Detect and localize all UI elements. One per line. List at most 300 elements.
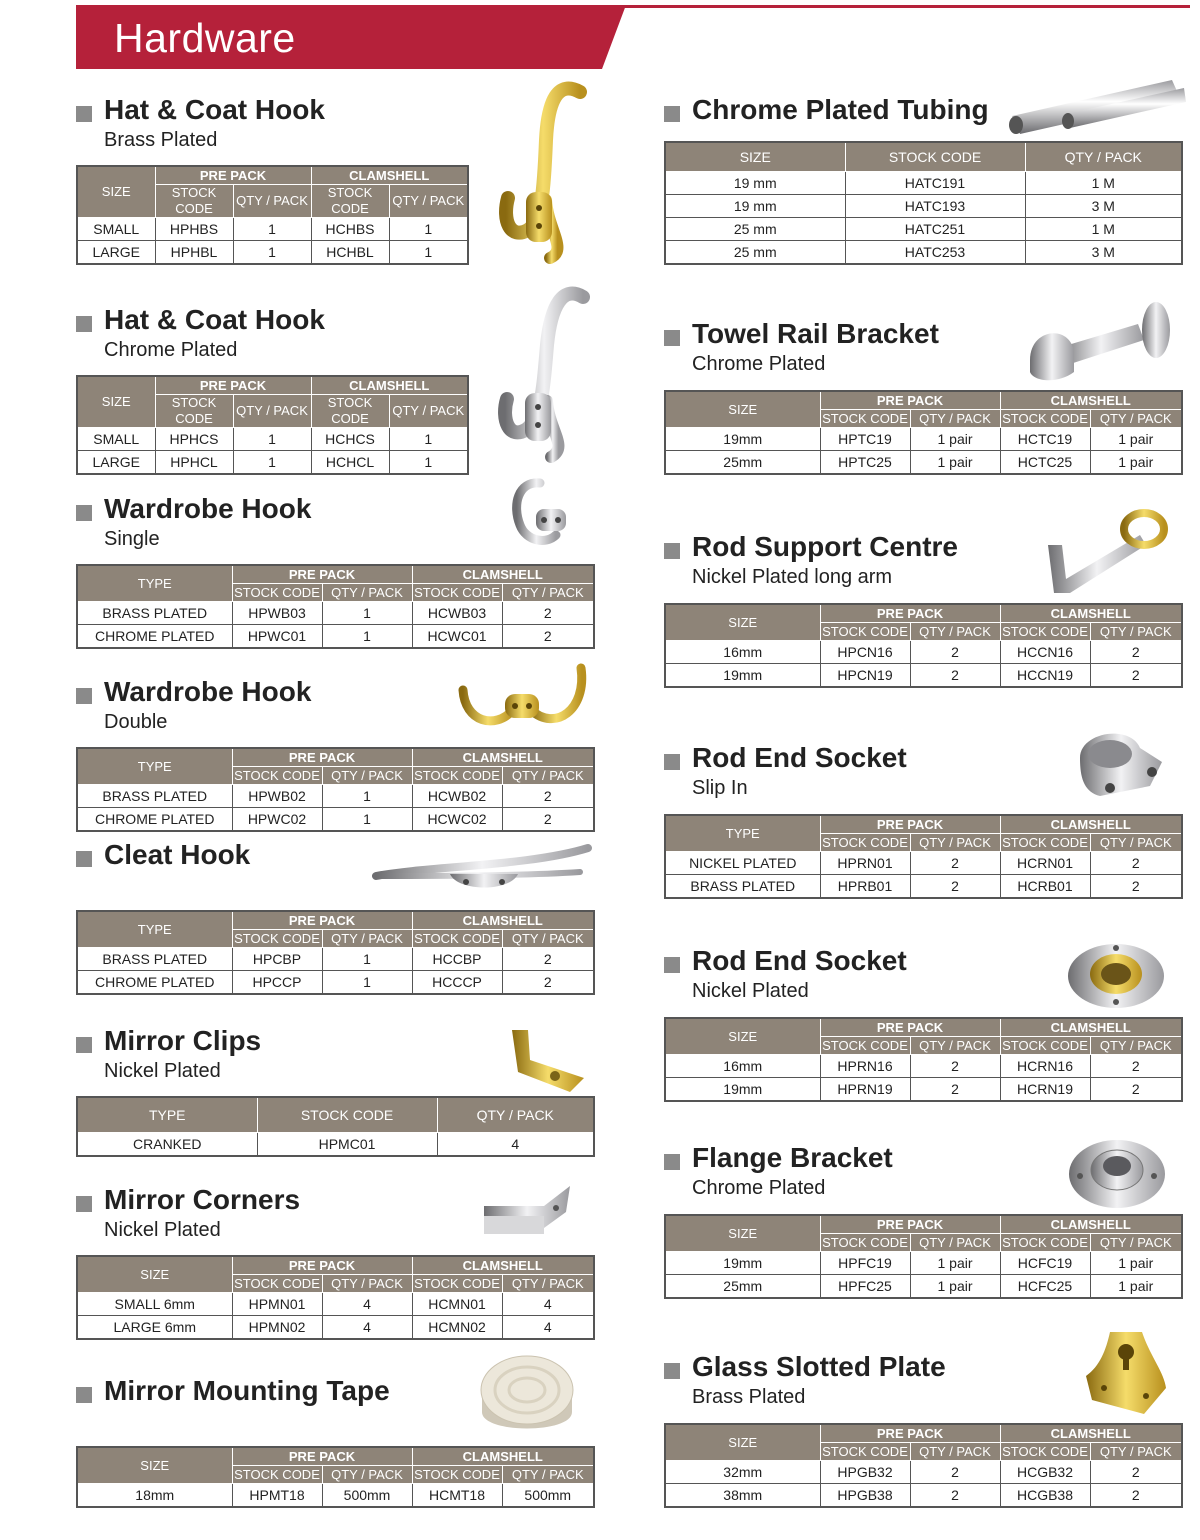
cell-stock-code: HCWC01 (412, 625, 502, 649)
cell-qty: 2 (1090, 664, 1182, 688)
cell-qty: 1 (233, 241, 311, 265)
col-header-stock-code: STOCK CODE (155, 185, 233, 218)
cell-stock-code: HPFC19 (820, 1252, 910, 1275)
col-header-qty-pack: QTY / PACK (1090, 1037, 1182, 1055)
section-title: Towel Rail Bracket (692, 318, 939, 349)
bullet-square (664, 106, 680, 122)
page-banner (76, 5, 626, 69)
col-header-qty-pack: QTY / PACK (322, 1275, 412, 1293)
cell-size: 32mm (665, 1461, 820, 1484)
col-header-stock-code: STOCK CODE (820, 834, 910, 852)
col-header-stock-code: STOCK CODE (232, 930, 322, 948)
cell-qty: 4 (502, 1293, 594, 1316)
col-group-clamshell: CLAMSHELL (1000, 1424, 1182, 1443)
cell-qty: 2 (910, 1484, 1000, 1508)
col-group-clamshell: CLAMSHELL (1000, 604, 1182, 623)
bullet-square (664, 957, 680, 973)
section-subtitle: Slip In (692, 777, 748, 799)
col-header-qty-pack: QTY / PACK (233, 395, 311, 428)
cell-size: 19mm (665, 1252, 820, 1275)
bullet-square (76, 688, 92, 704)
cell-qty: 1 pair (910, 428, 1000, 451)
bullet-square (76, 505, 92, 521)
table-row (665, 852, 1182, 875)
col-header-stock-code: STOCK CODE (1000, 834, 1090, 852)
cell-stock-code: HCMN01 (412, 1293, 502, 1316)
col-header-size: SIZE (665, 142, 845, 172)
cell-stock-code: HATC253 (845, 241, 1025, 265)
col-group-pre-pack: PRE PACK (232, 565, 412, 584)
cell-stock-code: HCCN16 (1000, 641, 1090, 664)
product-table-cleat-hook (76, 910, 595, 995)
col-header-stock-code: STOCK CODE (232, 584, 322, 602)
cell-stock-code: HPMT18 (232, 1484, 322, 1508)
cell-stock-code: HCRN19 (1000, 1078, 1090, 1102)
col-group-pre-pack: PRE PACK (820, 1424, 1000, 1443)
product-table-rod-end-slip (664, 814, 1183, 899)
col-header-stock-code: STOCK CODE (1000, 623, 1090, 641)
col-header-stock-code: STOCK CODE (820, 410, 910, 428)
section-title: Mirror Clips (104, 1025, 262, 1056)
cell-stock-code: HPMN02 (232, 1316, 322, 1340)
cell-qty: 1 pair (1090, 1252, 1182, 1275)
col-header-stock-code: STOCK CODE (155, 395, 233, 428)
cell-qty: 2 (502, 785, 594, 808)
bullet-square (76, 106, 92, 122)
cell-qty: 1 pair (910, 451, 1000, 475)
cell-type: CHROME PLATED (77, 971, 232, 995)
col-header-size: SIZE (665, 1018, 820, 1055)
bullet-square (664, 1154, 680, 1170)
cell-qty: 500mm (322, 1484, 412, 1508)
col-header-stock-code: STOCK CODE (820, 1037, 910, 1055)
bullet-square (76, 851, 92, 867)
col-group-pre-pack: PRE PACK (155, 376, 311, 395)
col-header-qty-pack: QTY / PACK (1090, 834, 1182, 852)
table-row (77, 241, 468, 265)
cleat-hook-image (370, 840, 595, 900)
section-subtitle: Chrome Plated (104, 339, 238, 361)
col-header-qty-pack: QTY / PACK (910, 1037, 1000, 1055)
chrome-coat-hook-image (485, 285, 595, 465)
bullet-square (76, 1387, 92, 1403)
cell-qty: 1 (322, 602, 412, 625)
section-title: Rod End Socket (692, 742, 907, 773)
table-row (665, 1484, 1182, 1508)
bullet-square (76, 1037, 92, 1053)
product-table-rod-support (664, 603, 1183, 688)
table-row (665, 641, 1182, 664)
col-header-stock-code: STOCK CODE (257, 1097, 437, 1133)
cell-stock-code: HATC191 (845, 172, 1025, 195)
cell-stock-code: HPRB01 (820, 875, 910, 899)
col-header-qty-pack: QTY / PACK (910, 1443, 1000, 1461)
cell-stock-code: HPHCL (155, 451, 233, 475)
cell-stock-code: HCFC19 (1000, 1252, 1090, 1275)
col-header-stock-code: STOCK CODE (412, 767, 502, 785)
cell-qty: 2 (910, 852, 1000, 875)
cell-stock-code: HCCBP (412, 948, 502, 971)
page-title: Hardware (114, 15, 296, 61)
flange-bracket-image (1064, 1132, 1170, 1212)
col-group-pre-pack: PRE PACK (155, 166, 311, 185)
cell-qty: 3 M (1025, 195, 1182, 218)
cell-qty: 1 (322, 971, 412, 995)
cell-type: CRANKED (77, 1133, 257, 1157)
table-row (77, 1133, 594, 1157)
table-row (665, 664, 1182, 688)
cell-stock-code: HATC251 (845, 218, 1025, 241)
cell-qty: 2 (910, 1078, 1000, 1102)
col-header-qty-pack: QTY / PACK (389, 395, 468, 428)
section-title: Rod End Socket (692, 945, 907, 976)
cell-size: 16mm (665, 641, 820, 664)
section-title: Mirror Mounting Tape (104, 1375, 390, 1406)
table-row (77, 218, 468, 241)
table-row (665, 1461, 1182, 1484)
cell-qty: 2 (1090, 875, 1182, 899)
col-header-qty-pack: QTY / PACK (910, 623, 1000, 641)
col-header-stock-code: STOCK CODE (412, 1275, 502, 1293)
cell-qty: 1 (389, 451, 468, 475)
table-row (665, 241, 1182, 265)
bullet-square (664, 330, 680, 346)
table-row (665, 172, 1182, 195)
table-row (665, 428, 1182, 451)
cell-qty: 1 pair (1090, 428, 1182, 451)
cell-size: 19mm (665, 428, 820, 451)
cell-stock-code: HCTC25 (1000, 451, 1090, 475)
col-header-qty-pack: QTY / PACK (910, 834, 1000, 852)
col-group-clamshell: CLAMSHELL (311, 166, 468, 185)
table-row (665, 451, 1182, 475)
cell-stock-code: HCGB38 (1000, 1484, 1090, 1508)
cell-stock-code: HPTC25 (820, 451, 910, 475)
col-header-stock-code: STOCK CODE (820, 1443, 910, 1461)
cell-stock-code: HPHBS (155, 218, 233, 241)
cell-stock-code: HPMN01 (232, 1293, 322, 1316)
table-row (665, 875, 1182, 899)
table-row (77, 1484, 594, 1508)
bullet-square (664, 1363, 680, 1379)
section-title: Hat & Coat Hook (104, 304, 325, 335)
cell-stock-code: HPFC25 (820, 1275, 910, 1299)
cell-stock-code: HCRB01 (1000, 875, 1090, 899)
table-row (77, 1293, 594, 1316)
cell-qty: 2 (1090, 641, 1182, 664)
cell-qty: 1 pair (910, 1252, 1000, 1275)
cell-size: 19 mm (665, 195, 845, 218)
cell-stock-code: HPCBP (232, 948, 322, 971)
table-row (77, 625, 594, 649)
table-row (77, 1316, 594, 1340)
col-header-qty-pack: QTY / PACK (1090, 623, 1182, 641)
col-group-clamshell: CLAMSHELL (1000, 391, 1182, 410)
col-header-stock-code: STOCK CODE (1000, 410, 1090, 428)
mirror-clip-image (500, 1020, 590, 1095)
col-header-qty-pack: QTY / PACK (1025, 142, 1182, 172)
cell-stock-code: HPMC01 (257, 1133, 437, 1157)
section-title: Wardrobe Hook (104, 493, 312, 524)
cell-stock-code: HPHCS (155, 428, 233, 451)
banner-rule (610, 5, 1190, 8)
col-header-qty-pack: QTY / PACK (1090, 1443, 1182, 1461)
col-header-stock-code: STOCK CODE (232, 767, 322, 785)
col-header-stock-code: STOCK CODE (412, 584, 502, 602)
col-group-clamshell: CLAMSHELL (1000, 1018, 1182, 1037)
cell-size: SMALL (77, 428, 155, 451)
col-header-type: TYPE (77, 1097, 257, 1133)
cell-stock-code: HCCN19 (1000, 664, 1090, 688)
col-group-pre-pack: PRE PACK (232, 1256, 412, 1275)
wardrobe-hook-double-image (455, 660, 595, 740)
table-row (665, 1055, 1182, 1078)
product-table-rod-end-nickel (664, 1017, 1183, 1102)
section-subtitle: Single (104, 528, 160, 550)
product-table-wardrobe-double (76, 747, 595, 832)
cell-qty: 1 M (1025, 218, 1182, 241)
cell-size: LARGE (77, 241, 155, 265)
col-group-pre-pack: PRE PACK (232, 911, 412, 930)
cell-stock-code: HPGB32 (820, 1461, 910, 1484)
cell-qty: 2 (502, 625, 594, 649)
cell-qty: 500mm (502, 1484, 594, 1508)
col-header-size: SIZE (77, 166, 155, 218)
cell-stock-code: HPWC01 (232, 625, 322, 649)
col-header-qty-pack: QTY / PACK (322, 930, 412, 948)
cell-qty: 1 M (1025, 172, 1182, 195)
col-header-stock-code: STOCK CODE (1000, 1037, 1090, 1055)
col-group-pre-pack: PRE PACK (820, 1215, 1000, 1234)
cell-qty: 2 (502, 971, 594, 995)
rod-end-socket-nickel-image (1064, 936, 1168, 1014)
cell-stock-code: HPTC19 (820, 428, 910, 451)
cell-stock-code: HPHBL (155, 241, 233, 265)
cell-stock-code: HPRN01 (820, 852, 910, 875)
col-header-stock-code: STOCK CODE (412, 1466, 502, 1484)
col-header-qty-pack: QTY / PACK (502, 930, 594, 948)
brass-coat-hook-image (488, 80, 598, 270)
cell-stock-code: HCGB32 (1000, 1461, 1090, 1484)
section-subtitle: Brass Plated (692, 1386, 806, 1408)
col-header-qty-pack: QTY / PACK (502, 1275, 594, 1293)
col-header-qty-pack: QTY / PACK (502, 767, 594, 785)
cell-qty: 2 (1090, 1484, 1182, 1508)
towel-rail-bracket-image (1018, 298, 1178, 388)
cell-type: CHROME PLATED (77, 625, 232, 649)
cell-qty: 2 (910, 1055, 1000, 1078)
cell-qty: 2 (910, 875, 1000, 899)
product-table-mirror-tape (76, 1446, 595, 1508)
cell-qty: 2 (1090, 1078, 1182, 1102)
cell-qty: 3 M (1025, 241, 1182, 265)
cell-qty: 1 (233, 218, 311, 241)
product-table-glass-plate (664, 1423, 1183, 1508)
cell-stock-code: HPWB03 (232, 602, 322, 625)
cell-type: BRASS PLATED (77, 602, 232, 625)
cell-stock-code: HCMN02 (412, 1316, 502, 1340)
cell-qty: 2 (1090, 1055, 1182, 1078)
cell-qty: 2 (1090, 852, 1182, 875)
bullet-square (76, 316, 92, 332)
cell-qty: 4 (502, 1316, 594, 1340)
product-table-hat-coat-brass (76, 165, 469, 265)
col-header-qty-pack: QTY / PACK (502, 1466, 594, 1484)
col-group-clamshell: CLAMSHELL (311, 376, 468, 395)
col-header-size: SIZE (665, 1424, 820, 1461)
cell-stock-code: HCHBS (311, 218, 389, 241)
cell-stock-code: HPGB38 (820, 1484, 910, 1508)
col-header-size: SIZE (665, 1215, 820, 1252)
rod-end-socket-slip-in-image (1070, 718, 1170, 808)
col-header-stock-code: STOCK CODE (311, 395, 389, 428)
table-row (77, 451, 468, 475)
cell-size: 18mm (77, 1484, 232, 1508)
product-table-flange-bracket (664, 1214, 1183, 1299)
product-table-hat-coat-chrome (76, 375, 469, 475)
bullet-square (664, 543, 680, 559)
cell-qty: 1 pair (910, 1275, 1000, 1299)
col-header-qty-pack: QTY / PACK (322, 584, 412, 602)
cell-qty: 1 (322, 948, 412, 971)
cell-qty: 1 (389, 428, 468, 451)
cell-qty: 4 (437, 1133, 594, 1157)
cell-type: BRASS PLATED (77, 785, 232, 808)
col-header-type: TYPE (665, 815, 820, 852)
section-subtitle: Nickel Plated (692, 980, 809, 1002)
col-header-qty-pack: QTY / PACK (233, 185, 311, 218)
cell-size: LARGE 6mm (77, 1316, 232, 1340)
section-title: Wardrobe Hook (104, 676, 312, 707)
cell-qty: 4 (322, 1316, 412, 1340)
col-group-clamshell: CLAMSHELL (412, 565, 594, 584)
cell-type: BRASS PLATED (665, 875, 820, 899)
product-table-mirror-clips (76, 1096, 595, 1157)
col-header-stock-code: STOCK CODE (1000, 1443, 1090, 1461)
col-group-clamshell: CLAMSHELL (1000, 1215, 1182, 1234)
col-header-size: SIZE (77, 376, 155, 428)
cell-stock-code: HCHCL (311, 451, 389, 475)
cell-stock-code: HCWB03 (412, 602, 502, 625)
cell-stock-code: HCWB02 (412, 785, 502, 808)
wardrobe-hook-single-image (500, 475, 580, 555)
cell-stock-code: HCMT18 (412, 1484, 502, 1508)
cell-size: LARGE (77, 451, 155, 475)
cell-type: CHROME PLATED (77, 808, 232, 832)
chrome-tubing-image (1002, 74, 1186, 136)
table-row (665, 195, 1182, 218)
cell-stock-code: HCCCP (412, 971, 502, 995)
section-subtitle: Nickel Plated long arm (692, 566, 893, 588)
section-title: Hat & Coat Hook (104, 94, 325, 125)
section-subtitle: Chrome Plated (692, 353, 826, 375)
cell-stock-code: HCFC25 (1000, 1275, 1090, 1299)
cell-stock-code: HCRN16 (1000, 1055, 1090, 1078)
cell-qty: 2 (502, 948, 594, 971)
table-row (77, 428, 468, 451)
cell-type: BRASS PLATED (77, 948, 232, 971)
cell-stock-code: HATC193 (845, 195, 1025, 218)
table-row (665, 1252, 1182, 1275)
cell-size: SMALL (77, 218, 155, 241)
cell-stock-code: HCTC19 (1000, 428, 1090, 451)
glass-slotted-plate-image (1080, 1326, 1170, 1420)
cell-stock-code: HCHBL (311, 241, 389, 265)
col-header-stock-code: STOCK CODE (311, 185, 389, 218)
cell-qty: 1 pair (1090, 1275, 1182, 1299)
col-group-pre-pack: PRE PACK (232, 1447, 412, 1466)
col-group-clamshell: CLAMSHELL (1000, 815, 1182, 834)
cell-size: 19 mm (665, 172, 845, 195)
col-header-stock-code: STOCK CODE (412, 930, 502, 948)
product-table-chrome-tubing (664, 141, 1183, 265)
col-header-stock-code: STOCK CODE (820, 623, 910, 641)
bullet-square (664, 754, 680, 770)
cell-size: 25mm (665, 451, 820, 475)
section-subtitle: Nickel Plated (104, 1060, 221, 1082)
cell-qty: 1 (389, 241, 468, 265)
col-header-qty-pack: QTY / PACK (910, 1234, 1000, 1252)
col-header-stock-code: STOCK CODE (232, 1466, 322, 1484)
cell-size: 25 mm (665, 241, 845, 265)
cell-size: 19mm (665, 1078, 820, 1102)
col-group-pre-pack: PRE PACK (820, 815, 1000, 834)
section-title: Flange Bracket (692, 1142, 893, 1173)
cell-type: NICKEL PLATED (665, 852, 820, 875)
cell-qty: 2 (910, 664, 1000, 688)
col-header-qty-pack: QTY / PACK (1090, 1234, 1182, 1252)
col-header-qty-pack: QTY / PACK (502, 584, 594, 602)
cell-qty: 1 (389, 218, 468, 241)
cell-size: 25 mm (665, 218, 845, 241)
cell-qty: 1 (233, 451, 311, 475)
cell-qty: 1 (233, 428, 311, 451)
cell-stock-code: HPCCP (232, 971, 322, 995)
product-table-mirror-corners (76, 1255, 595, 1340)
cell-qty: 1 (322, 625, 412, 649)
col-group-clamshell: CLAMSHELL (412, 748, 594, 767)
cell-stock-code: HCWC02 (412, 808, 502, 832)
cell-qty: 1 (322, 808, 412, 832)
product-table-towel-rail (664, 390, 1183, 475)
col-group-pre-pack: PRE PACK (820, 391, 1000, 410)
rod-support-centre-image (1040, 505, 1170, 600)
col-header-size: SIZE (665, 604, 820, 641)
cell-qty: 1 pair (1090, 451, 1182, 475)
col-group-clamshell: CLAMSHELL (412, 1447, 594, 1466)
col-header-qty-pack: QTY / PACK (322, 1466, 412, 1484)
cell-stock-code: HPRN19 (820, 1078, 910, 1102)
cell-size: 38mm (665, 1484, 820, 1508)
table-row (77, 948, 594, 971)
cell-qty: 2 (1090, 1461, 1182, 1484)
col-header-size: SIZE (77, 1256, 232, 1293)
cell-size: 19mm (665, 664, 820, 688)
col-header-qty-pack: QTY / PACK (1090, 410, 1182, 428)
table-row (77, 602, 594, 625)
cell-stock-code: HCHCS (311, 428, 389, 451)
section-title: Rod Support Centre (692, 531, 958, 562)
section-title: Glass Slotted Plate (692, 1351, 946, 1382)
cell-stock-code: HPRN16 (820, 1055, 910, 1078)
col-group-pre-pack: PRE PACK (232, 748, 412, 767)
cell-stock-code: HPCN16 (820, 641, 910, 664)
table-row (77, 808, 594, 832)
col-header-type: TYPE (77, 748, 232, 785)
col-header-qty-pack: QTY / PACK (389, 185, 468, 218)
bullet-square (76, 1196, 92, 1212)
table-row (665, 1078, 1182, 1102)
